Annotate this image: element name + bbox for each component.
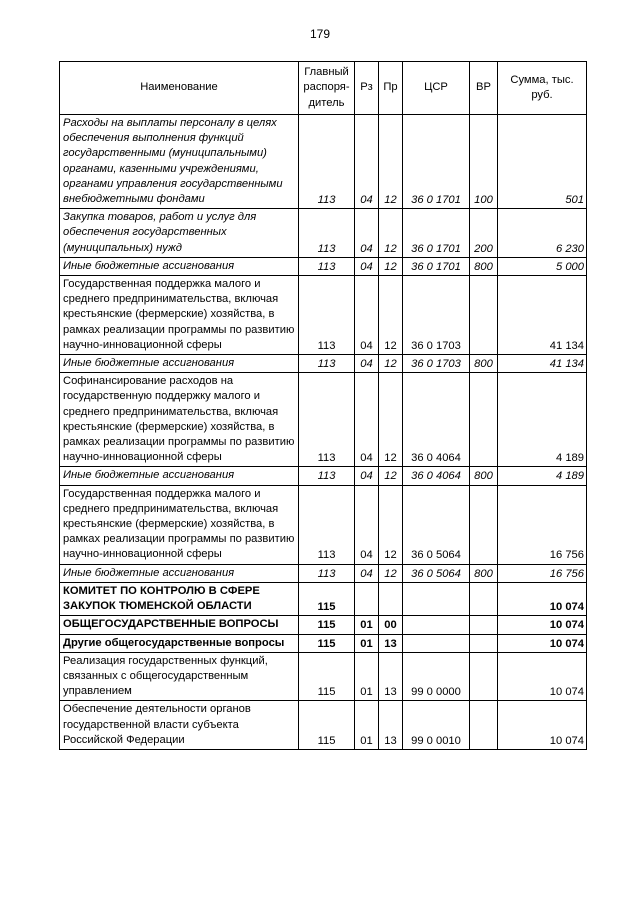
cell-vr: 800 bbox=[470, 355, 498, 373]
cell-gr: 115 bbox=[299, 582, 355, 615]
cell-vr bbox=[470, 373, 498, 467]
cell-gr: 113 bbox=[299, 564, 355, 582]
cell-gr: 113 bbox=[299, 209, 355, 258]
cell-gr: 115 bbox=[299, 652, 355, 701]
header-vr: ВР bbox=[470, 62, 498, 115]
budget-table bbox=[59, 61, 587, 750]
cell-sum: 10 074 bbox=[498, 652, 587, 701]
cell-rz: 04 bbox=[355, 257, 379, 275]
cell-rz: 04 bbox=[355, 564, 379, 582]
cell-gr: 113 bbox=[299, 115, 355, 209]
cell-vr bbox=[470, 701, 498, 750]
table-header-row bbox=[60, 62, 587, 115]
cell-gr: 113 bbox=[299, 257, 355, 275]
table-row bbox=[60, 355, 587, 373]
cell-sum: 4 189 bbox=[498, 373, 587, 467]
cell-vr: 800 bbox=[470, 257, 498, 275]
table-row bbox=[60, 652, 587, 701]
cell-sum: 4 189 bbox=[498, 467, 587, 485]
cell-gr: 113 bbox=[299, 355, 355, 373]
cell-rz: 04 bbox=[355, 115, 379, 209]
table-row bbox=[60, 582, 587, 615]
cell-vr bbox=[470, 634, 498, 652]
table-row bbox=[60, 209, 587, 258]
cell-gr: 115 bbox=[299, 701, 355, 750]
cell-pr: 00 bbox=[379, 616, 403, 634]
cell-rz: 04 bbox=[355, 467, 379, 485]
cell-name: Расходы на выплаты персоналу в целях обеспечения выполнения функций государственными (муниципальными) органами, казенными учреждениями, органами управления государственными внебюджетными фондами bbox=[60, 115, 299, 209]
table-row bbox=[60, 257, 587, 275]
header-rz: Рз bbox=[355, 62, 379, 115]
table-row bbox=[60, 115, 587, 209]
cell-sum: 41 134 bbox=[498, 355, 587, 373]
cell-name: ОБЩЕГОСУДАРСТВЕННЫЕ ВОПРОСЫ bbox=[60, 616, 299, 634]
cell-name: Иные бюджетные ассигнования bbox=[60, 564, 299, 582]
cell-sum: 10 074 bbox=[498, 634, 587, 652]
cell-rz: 04 bbox=[355, 276, 379, 355]
cell-csr: 36 0 1701 bbox=[403, 209, 470, 258]
page-number: 179 bbox=[309, 27, 331, 41]
cell-pr: 13 bbox=[379, 701, 403, 750]
cell-csr: 36 0 1703 bbox=[403, 355, 470, 373]
cell-sum: 16 756 bbox=[498, 564, 587, 582]
cell-name: Обеспечение деятельности органов государственной власти субъекта Российской Федерации bbox=[60, 701, 299, 750]
cell-gr: 113 bbox=[299, 373, 355, 467]
cell-name: КОМИТЕТ ПО КОНТРОЛЮ В СФЕРЕ ЗАКУПОК ТЮМЕНСКОЙ ОБЛАСТИ bbox=[60, 582, 299, 615]
cell-name: Государственная поддержка малого и среднего предпринимательства, включая крестьянские (фермерские) хозяйства, в рамках реализации программы по развитию научно-инновационной сферы bbox=[60, 485, 299, 564]
cell-pr: 12 bbox=[379, 373, 403, 467]
cell-csr: 36 0 1701 bbox=[403, 115, 470, 209]
table-row bbox=[60, 634, 587, 652]
table-row bbox=[60, 616, 587, 634]
cell-name: Другие общегосударственные вопросы bbox=[60, 634, 299, 652]
cell-csr: 36 0 4064 bbox=[403, 467, 470, 485]
cell-rz: 01 bbox=[355, 616, 379, 634]
cell-name: Иные бюджетные ассигнования bbox=[60, 467, 299, 485]
cell-vr bbox=[470, 652, 498, 701]
cell-pr: 12 bbox=[379, 209, 403, 258]
cell-rz: 04 bbox=[355, 209, 379, 258]
table-row bbox=[60, 373, 587, 467]
cell-pr: 12 bbox=[379, 115, 403, 209]
cell-rz: 04 bbox=[355, 355, 379, 373]
table-row bbox=[60, 485, 587, 564]
cell-csr: 36 0 5064 bbox=[403, 485, 470, 564]
cell-csr: 36 0 1703 bbox=[403, 276, 470, 355]
cell-csr: 36 0 5064 bbox=[403, 564, 470, 582]
cell-sum: 41 134 bbox=[498, 276, 587, 355]
table-row bbox=[60, 701, 587, 750]
cell-name: Софинансирование расходов на государственную поддержку малого и среднего предпринимательства, включая крестьянские (фермерские) хозяйства, в рамках реализации программы по развитию научно-инновационной сферы bbox=[60, 373, 299, 467]
cell-csr: 36 0 4064 bbox=[403, 373, 470, 467]
cell-pr: 12 bbox=[379, 355, 403, 373]
cell-pr: 12 bbox=[379, 257, 403, 275]
header-sum: Сумма, тыс. руб. bbox=[498, 62, 587, 115]
cell-name: Иные бюджетные ассигнования bbox=[60, 355, 299, 373]
cell-pr: 12 bbox=[379, 485, 403, 564]
cell-name: Иные бюджетные ассигнования bbox=[60, 257, 299, 275]
cell-vr bbox=[470, 276, 498, 355]
cell-csr: 36 0 1701 bbox=[403, 257, 470, 275]
cell-pr bbox=[379, 582, 403, 615]
cell-vr bbox=[470, 582, 498, 615]
table-row bbox=[60, 276, 587, 355]
cell-sum: 16 756 bbox=[498, 485, 587, 564]
cell-csr bbox=[403, 634, 470, 652]
cell-gr: 115 bbox=[299, 634, 355, 652]
cell-rz: 04 bbox=[355, 373, 379, 467]
cell-sum: 10 074 bbox=[498, 582, 587, 615]
header-pr: Пр bbox=[379, 62, 403, 115]
cell-rz: 01 bbox=[355, 652, 379, 701]
cell-csr bbox=[403, 582, 470, 615]
header-main-admin: Главный распоря-дитель bbox=[299, 62, 355, 115]
cell-rz: 04 bbox=[355, 485, 379, 564]
header-csr: ЦСР bbox=[403, 62, 470, 115]
table-row bbox=[60, 564, 587, 582]
cell-rz bbox=[355, 582, 379, 615]
cell-gr: 115 bbox=[299, 616, 355, 634]
cell-vr bbox=[470, 485, 498, 564]
cell-pr: 13 bbox=[379, 634, 403, 652]
header-name: Наименование bbox=[60, 62, 299, 115]
cell-name: Закупка товаров, работ и услуг для обеспечения государственных (муниципальных) нужд bbox=[60, 209, 299, 258]
cell-vr: 100 bbox=[470, 115, 498, 209]
cell-vr: 800 bbox=[470, 564, 498, 582]
cell-vr: 800 bbox=[470, 467, 498, 485]
cell-csr: 99 0 0010 bbox=[403, 701, 470, 750]
cell-sum: 501 bbox=[498, 115, 587, 209]
cell-gr: 113 bbox=[299, 276, 355, 355]
cell-pr: 12 bbox=[379, 467, 403, 485]
cell-gr: 113 bbox=[299, 485, 355, 564]
cell-csr: 99 0 0000 bbox=[403, 652, 470, 701]
cell-pr: 12 bbox=[379, 276, 403, 355]
cell-sum: 10 074 bbox=[498, 701, 587, 750]
cell-rz: 01 bbox=[355, 634, 379, 652]
cell-gr: 113 bbox=[299, 467, 355, 485]
cell-pr: 12 bbox=[379, 564, 403, 582]
cell-name: Реализация государственных функций, связанных с общегосударственным управлением bbox=[60, 652, 299, 701]
cell-name: Государственная поддержка малого и среднего предпринимательства, включая крестьянские (фермерские) хозяйства, в рамках реализации программы по развитию научно-инновационной сферы bbox=[60, 276, 299, 355]
cell-csr bbox=[403, 616, 470, 634]
cell-rz: 01 bbox=[355, 701, 379, 750]
cell-sum: 5 000 bbox=[498, 257, 587, 275]
cell-vr bbox=[470, 616, 498, 634]
cell-pr: 13 bbox=[379, 652, 403, 701]
cell-sum: 6 230 bbox=[498, 209, 587, 258]
cell-vr: 200 bbox=[470, 209, 498, 258]
cell-sum: 10 074 bbox=[498, 616, 587, 634]
table-row bbox=[60, 467, 587, 485]
